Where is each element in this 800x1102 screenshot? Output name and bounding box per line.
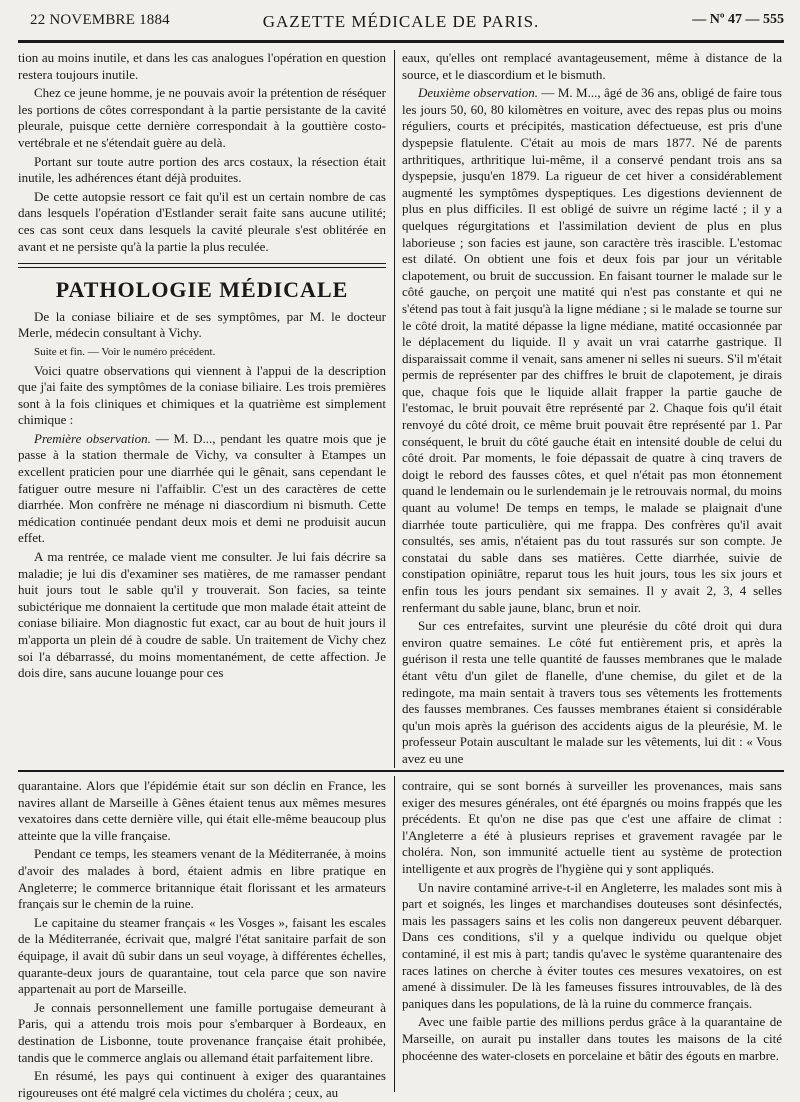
double-rule bbox=[18, 263, 386, 268]
paragraph: tion au moins inutile, et dans les cas analogues l'opération en question restera toujours inutile. bbox=[18, 50, 386, 82]
right-column bbox=[402, 50, 782, 768]
paragraph: Voici quatre observations qui viennent à l'appui de la description que j'ai faite des symptômes de la coniase biliaire. Les trois premières sont à la fois cliniques et chimiques et la quatrième est simplement chimique : bbox=[18, 362, 386, 428]
observation-text: — M. D..., pendant les quatre mois que je passe à la station thermale de Vichy, va consulter à Etampes un excellent praticien pour une diarrhée qui le gênait, sans cependant le fatiguer outre mesure ni l'affaiblir. C'est un des caractères de cette diarrhée. Mon confrère ne ménage ni diascordium ni bismuth. Cette médication continuée pendant deux mois et demi ne produisit aucun effet. bbox=[18, 430, 386, 546]
continuation-note: Suite et fin. — Voir le numéro précédent. bbox=[34, 345, 216, 358]
paragraph: Le capitaine du steamer français « les Vosges », faisant les escales de la Méditerranée, écrivait que, malgré l'état sanitaire parfait de son équipage, il avait dû subir dans un seul voyage, à différentes échelles, quarante-deux jours de quarantaine, tout cela parce que son navire appartenait au port de Marseille. bbox=[18, 914, 386, 997]
observation-label: Deuxième observation. bbox=[418, 85, 539, 101]
column-divider-top bbox=[394, 50, 395, 768]
paragraph: Portant sur toute autre portion des arcs costaux, la résection était inutile, les adhérences étant déjà produites. bbox=[18, 153, 386, 186]
column-divider-bottom bbox=[394, 776, 395, 1092]
paragraph: Sur ces entrefaites, survint une pleurésie du côté droit qui dura environ quatre semaines. Le côté fut entièrement pris, et après la guérison il resta une telle quantité de fausses membranes que le malade étant vêtu d'un gilet de flanelle, d'une chemise, du gilet et de la redingote, ma main sentait à travers tous ses vêtements les frottements des fausses membranes. Ces fausses membranes étaient si considérable qu'un mois après la guérison des accidents aigus de la pleurésie, M. le professeur Potain auscultant le malade sur les vêtements, lui dit : « Vous avez eu une bbox=[402, 618, 782, 766]
paragraph: En résumé, les pays qui continuent à exiger des quarantaines rigoureuses ont été malgré cela victimes du choléra ; ceux, au bbox=[18, 1068, 386, 1100]
bottom-left-column bbox=[18, 778, 386, 1100]
paragraph: Un navire contaminé arrive-t-il en Angleterre, les malades sont mis à part et soignés, les linges et marchandises douteuses sont désinfectés, mais les passagers sains et les colis non dangereux peuvent débarquer. Dans ces conditions, s'il y a quelque individu ou quelque objet contaminé, il est mis à part; tandis qu'avec le système quarantenaire des races latines on cherche à éviter toutes ces mesures vexatoires, on est amené à dissimuler. De là les fameuses fissures introuvables, de là des paniques dans les populations, de là la ruine du commerce français. bbox=[402, 879, 782, 1011]
issue-page-number: — Nº 47 — 555 bbox=[692, 12, 784, 27]
paragraph: quarantaine. Alors que l'épidémie était sur son déclin en France, les navires allant de Marseille à Gênes étaient tenus aux mêmes mesures vexatoires dans cette dernière ville, qui était elle-même beaucoup plus atteinte que la ville française. bbox=[18, 778, 386, 843]
section-title: PATHOLOGIE MÉDICALE bbox=[55, 277, 349, 303]
header-rule bbox=[18, 40, 784, 43]
paragraph bbox=[18, 431, 386, 547]
issue-date: 22 NOVEMBRE 1884 bbox=[30, 12, 170, 28]
paragraph: A ma rentrée, ce malade vient me consulter. Je lui fais décrire sa maladie; je lui dis d'examiner ses matières, de me ramasser pendant huit jours tout le sable qu'il y trouverait. Son facies, sa teinte subictérique me donnaient la certitude que mon malade était atteint de coniase biliaire. Mon diagnostic fut exact, car au bout de huit jours il m'apporta un plein dé à coudre de sable. Un traitement de Vichy chez soi l'a débarrassé, du moins momentanément, de cette affection. Je dois dire, sans aucune louange pour ces bbox=[18, 549, 386, 681]
section-divider bbox=[18, 770, 784, 772]
observation-text: — M. M..., âgé de 36 ans, obligé de faire tous les jours 50, 60, 80 kilomètres en voiture, avec des repas plus ou moins réguliers, courts et précipités, mastication défectueuse, est pris d'une dyspepsie flatulente. C'était au mois de mars 1877. Né de parents arthritiques, arthritique lui-même, il a conservé pendant trois ans sa dyspepsie, jusqu'en 1879. La rigueur de cet hiver a considérablement augmenté les symptômes dyspeptiques. Les digestions deviennent de plus en plus difficiles. Il est obligé de suivre un régime lacté ; il y a quelques régurgitations et l'assimilation devient de plus en plus laborieuse ; son facies est jaune, son caractère très irascible. L'estomac est dilaté. On obtient une fois et deux fois par jour un véritable clapotement, ou bruit de succussion. En faisant tourner le malade sur le côté gauche, on perçoit une matité qui n'est pas constante et qui ne s'étend pas tout à fait jusqu'à la ligne médiane ; si le malade se tourne sur le côté droit, la matité dépasse la ligne médiane, matité occasionnée par le déplacement du liquide. Il y avait un vrai catarrhe gastrique. Il disparaissait comme il venait, sans amener ni selles ni sueurs. S'il m'était permis de représenter par des chiffres le bruit de clapotement, je dirais que, chaque fois que le liquide allait frapper la partie gauche de l'estomac, le bruit pouvait être représenté par 2. Chaque fois qu'il était renvoyé du côté droit, ce même bruit pouvait être représenté par 1. Par conséquent, le bruit du côté gauche était en intensité double de celui du côté droit. Par moments, le foie dépassait de quatre à cinq travers de doigt le rebord des fausses côtes, et quel n'était pas mon étonnement quand le lendemain ou le surlendemain je le retrouvais normal, du moins quant au volume! De temps en temps, le malade se plaignait d'une diarrhée toute particulière, qui me frappa. Des confrères qu'il avait consultés, ses amis, n'étaient pas du tout rassurés sur son compte. Je constatai du sable dans ses matières. Cette diarrhée, suivie de constipation opiniâtre, reparut tous les huit jours, tous les six jours et enfin tous les jours pendant six semaines. Il y avait 2, 3, 4 selles renfermant du sable jaune, blanc, brun et noir. bbox=[402, 85, 782, 615]
paragraph: contraire, qui se sont bornés à surveiller les provenances, mais sans exiger des mesures générales, ont été épargnés ou moins frappés que les précédents. Et qu'on ne dise pas que c'est une affaire de climat : l'Angleterre a été à plusieurs reprises et gravement ravagée par le choléra. Non, son immunité actuelle tient au système de protection intelligente et aux progrès de l'hygiène qui y sont appliqués. bbox=[402, 778, 782, 876]
paragraph bbox=[402, 85, 782, 616]
paragraph: Je connais personnellement une famille portugaise demeurant à Paris, qui a attendu trois mois pour s'embarquer à Bordeaux, en destination de Lisbonne, toute provenance française était prohibée, tandis que le commerce anglais ou allemand était parfaitement libre. bbox=[18, 999, 386, 1065]
paragraph: Avec une faible partie des millions perdus grâce à la quarantaine de Marseille, on aurait pu installer dans toutes les maisons de la cité phocéenne des water-closets en porcelaine et bâtir des égouts en marbre. bbox=[402, 1014, 782, 1063]
paragraph: eaux, qu'elles ont remplacé avantageusement, même à distance de la source, et le diascordium et le bismuth. bbox=[402, 50, 782, 82]
article-heading: De la coniase biliaire et de ses symptômes, par M. le docteur Merle, médecin consultant à Vichy. bbox=[18, 308, 386, 341]
paragraph: Chez ce jeune homme, je ne pouvais avoir la prétention de réséquer les portions de côtes correspondant à la partie persistante de la cavité pleurale, puisque cette dernière correspondait à la gouttière costo-vertébrale et ne s'étendait guère au delà. bbox=[18, 85, 386, 150]
journal-title: GAZETTE MÉDICALE DE PARIS. bbox=[262, 12, 540, 31]
observation-label: Première observation. bbox=[34, 430, 151, 446]
left-column bbox=[18, 50, 386, 768]
paragraph: De cette autopsie ressort ce fait qu'il est un certain nombre de cas dans lesquels l'opération d'Estlander serait faite sans aucune utilité; ces cas sont ceux dans lesquels la cavité pleurale s'est oblitérée en avant et ne persiste qu'à la partie la plus reculée. bbox=[18, 188, 386, 254]
bottom-right-column bbox=[402, 778, 782, 1092]
paragraph: Pendant ce temps, les steamers venant de la Méditerranée, à moins d'avoir des malades à bord, étaient admis en libre pratique en Angleterre; le commerce britannique était florissant et les armateurs français sur le chemin de la ruine. bbox=[18, 846, 386, 912]
